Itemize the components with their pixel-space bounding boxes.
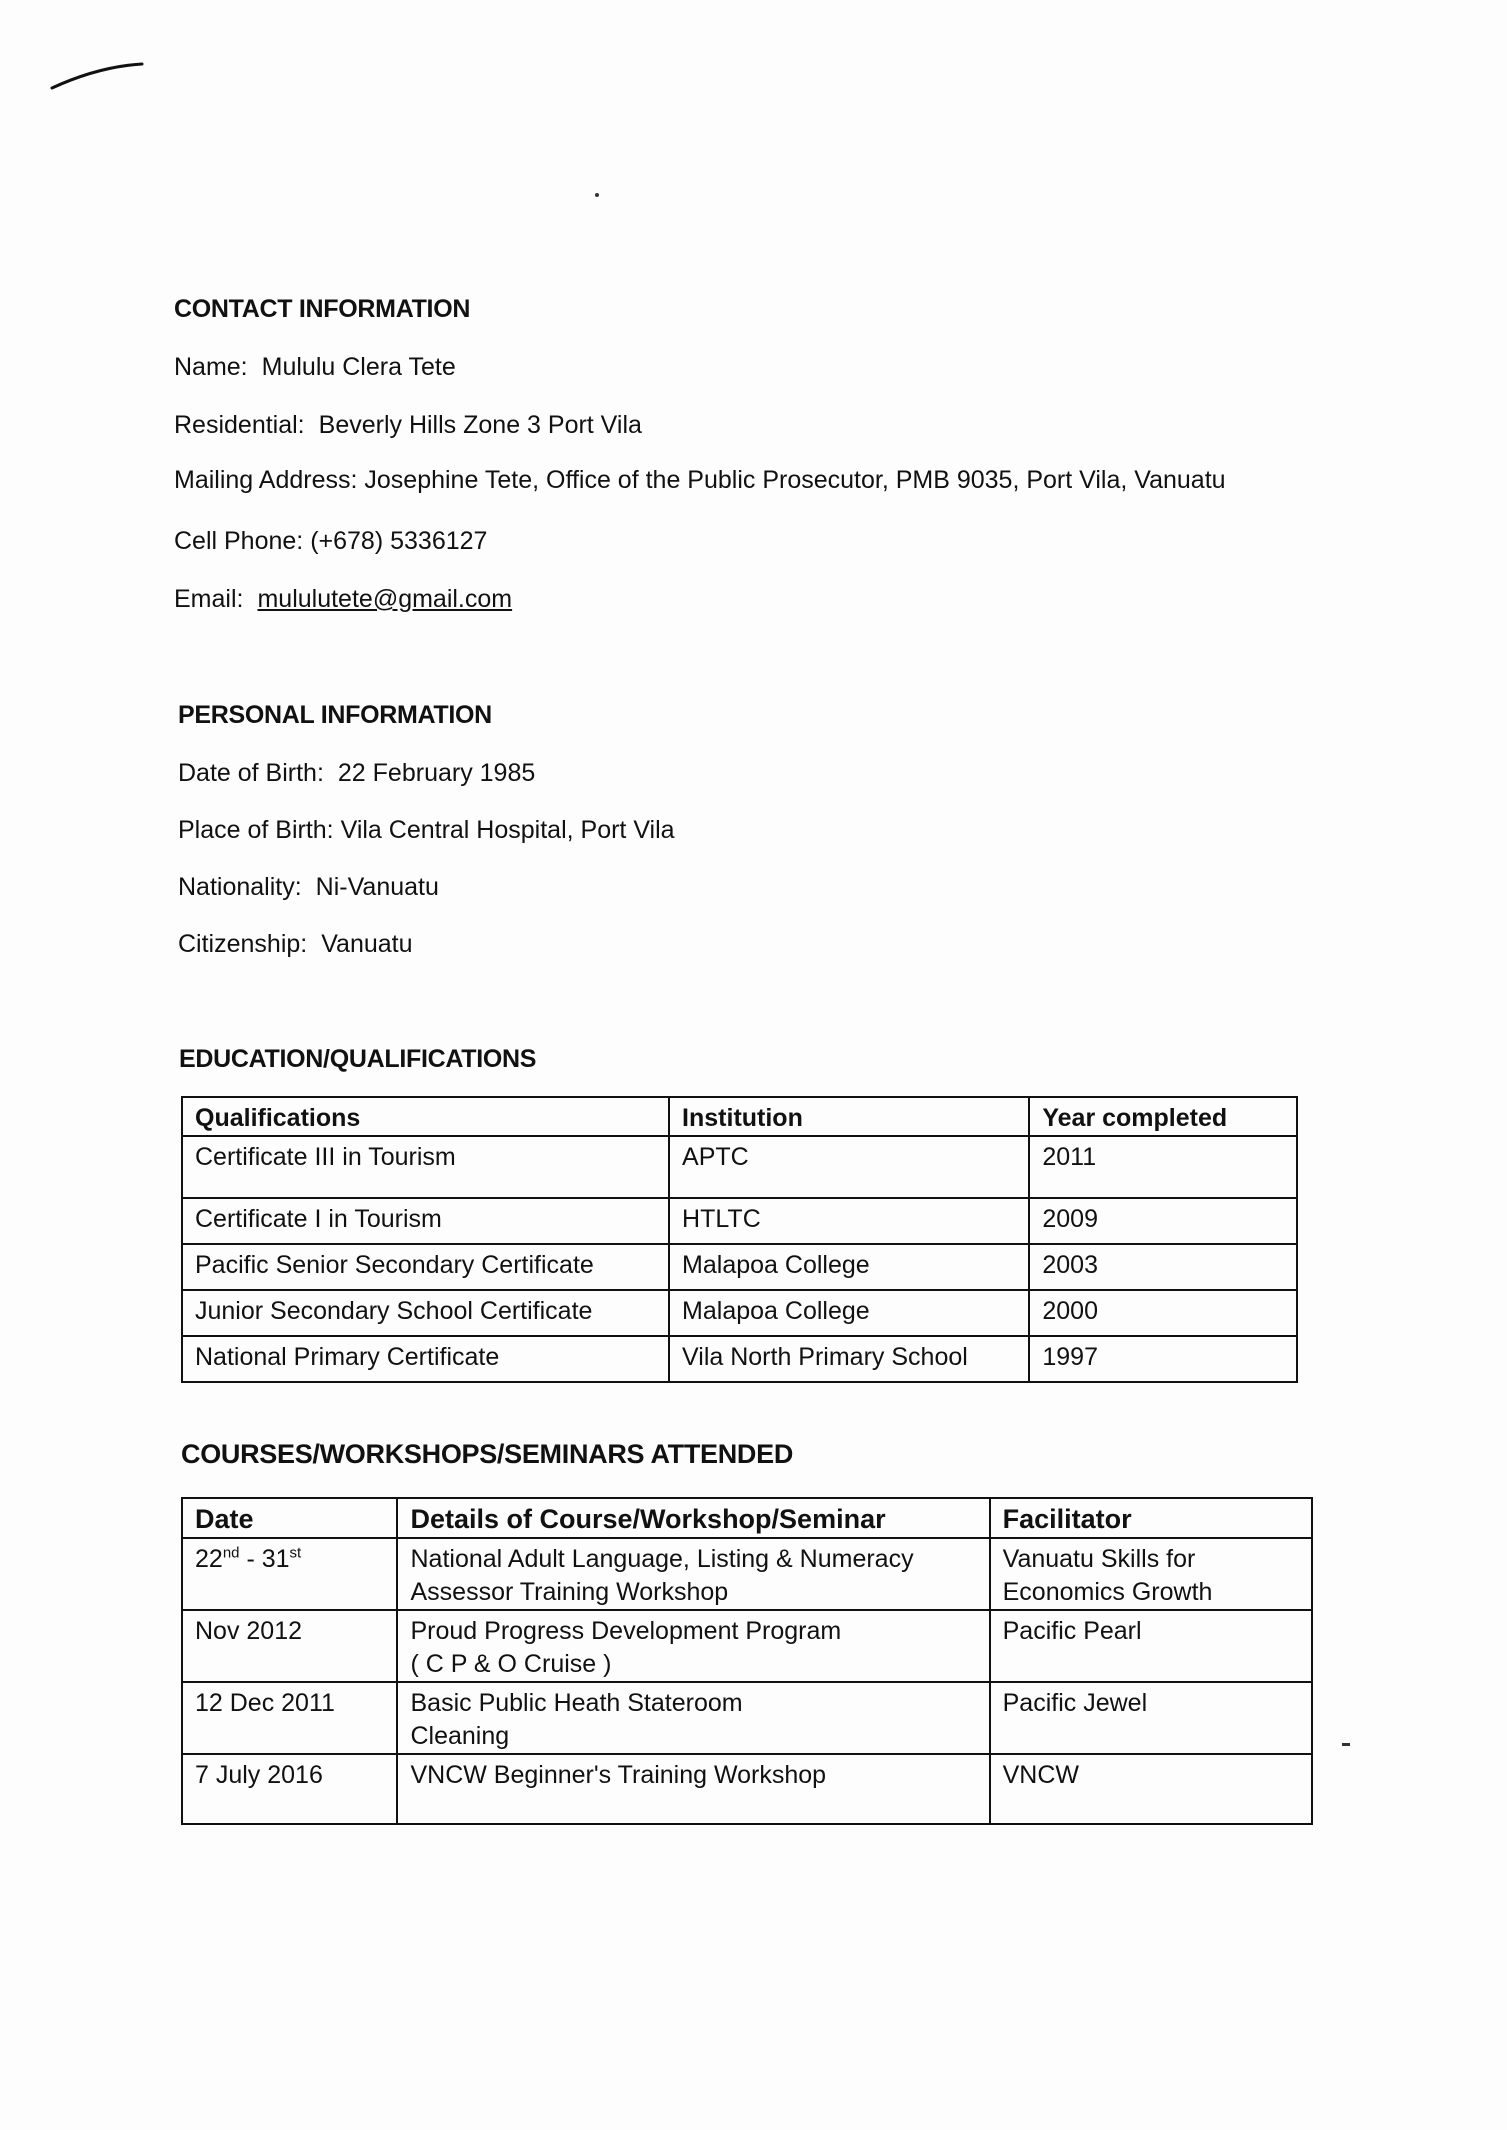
table-row — [182, 1244, 1297, 1290]
column-header: Institution — [669, 1097, 1029, 1136]
details-line: Basic Public Heath Stateroom — [410, 1689, 743, 1717]
dob-label: Date of Birth: — [178, 759, 324, 787]
year-cell: 2009 — [1029, 1198, 1297, 1244]
email-line — [174, 585, 512, 614]
contact-heading: CONTACT INFORMATION — [174, 295, 471, 323]
year-cell: 2011 — [1029, 1136, 1297, 1198]
date-start-suffix: nd — [222, 1544, 240, 1562]
phone-label: Cell Phone: — [174, 527, 304, 555]
details-line: ( C P & O Cruise ) — [410, 1650, 612, 1678]
details-cell — [397, 1538, 989, 1610]
education-heading: EDUCATION/QUALIFICATIONS — [179, 1045, 537, 1073]
qualification-cell: National Primary Certificate — [182, 1336, 669, 1382]
qualification-cell: Certificate I in Tourism — [182, 1198, 669, 1244]
qualification-cell: Certificate III in Tourism — [182, 1136, 669, 1198]
pen-stroke-mark — [48, 56, 148, 96]
scan-speck — [595, 193, 599, 197]
table-row — [182, 1538, 1312, 1610]
date-end-suffix: st — [289, 1544, 302, 1562]
personal-heading: PERSONAL INFORMATION — [178, 701, 492, 729]
column-header: Details of Course/Workshop/Seminar — [397, 1498, 989, 1538]
table-row — [182, 1754, 1312, 1824]
qualification-cell: Pacific Senior Secondary Certificate — [182, 1244, 669, 1290]
column-header: Date — [182, 1498, 397, 1538]
qualification-cell: Junior Secondary School Certificate — [182, 1290, 669, 1336]
nationality-line — [178, 873, 439, 902]
residential-line — [174, 411, 642, 440]
column-header: Qualifications — [182, 1097, 669, 1136]
year-cell: 2000 — [1029, 1290, 1297, 1336]
courses-heading: COURSES/WORKSHOPS/SEMINARS ATTENDED — [181, 1439, 794, 1469]
dob-line — [178, 759, 535, 788]
residential-label: Residential: — [174, 411, 305, 439]
name-value: Mululu Clera Tete — [261, 353, 456, 381]
table-header-row — [182, 1498, 1312, 1538]
email-label: Email: — [174, 585, 244, 613]
date-end: 31 — [261, 1545, 290, 1573]
institution-cell: APTC — [669, 1136, 1029, 1198]
facilitator-line: Economics Growth — [1002, 1578, 1213, 1606]
facilitator-cell: Pacific Pearl — [990, 1610, 1312, 1682]
pob-value: Vila Central Hospital, Port Vila — [340, 816, 675, 844]
date-cell: 7 July 2016 — [182, 1754, 397, 1824]
facilitator-cell — [990, 1538, 1312, 1610]
institution-cell: Vila North Primary School — [669, 1336, 1029, 1382]
institution-cell: HTLTC — [669, 1198, 1029, 1244]
facilitator-cell: Pacific Jewel — [990, 1682, 1312, 1754]
nationality-label: Nationality: — [178, 873, 302, 901]
phone-value: (+678) 5336127 — [310, 527, 488, 555]
date-cell — [182, 1538, 397, 1610]
details-line: National Adult Language, Listing & Numeracy — [410, 1545, 914, 1573]
details-line: Cleaning — [410, 1722, 510, 1750]
citizenship-label: Citizenship: — [178, 930, 308, 958]
mailing-value: Josephine Tete, Office of the Public Prosecutor, PMB 9035, Port Vila, Vanuatu — [364, 466, 1226, 494]
table-header-row — [182, 1097, 1297, 1136]
table-row — [182, 1610, 1312, 1682]
citizenship-value: Vanuatu — [321, 930, 413, 958]
date-start: 22 — [195, 1545, 223, 1573]
column-header: Year completed — [1029, 1097, 1297, 1136]
pob-label: Place of Birth: — [178, 816, 334, 844]
nationality-value: Ni-Vanuatu — [315, 873, 439, 901]
pob-line — [178, 816, 675, 845]
mailing-line — [174, 466, 1226, 495]
phone-line — [174, 527, 487, 556]
education-table — [181, 1096, 1298, 1383]
date-separator: - — [239, 1545, 262, 1573]
date-cell: 12 Dec 2011 — [182, 1682, 397, 1754]
details-cell: VNCW Beginner's Training Workshop — [397, 1754, 989, 1824]
dob-value: 22 February 1985 — [337, 759, 536, 787]
details-line: Proud Progress Development Program — [410, 1617, 842, 1645]
column-header: Facilitator — [990, 1498, 1312, 1538]
details-cell — [397, 1610, 989, 1682]
year-cell: 2003 — [1029, 1244, 1297, 1290]
courses-table — [181, 1497, 1313, 1825]
name-line — [174, 353, 456, 382]
citizenship-line — [178, 930, 413, 959]
name-label: Name: — [174, 353, 248, 381]
institution-cell: Malapoa College — [669, 1290, 1029, 1336]
table-row — [182, 1336, 1297, 1382]
institution-cell: Malapoa College — [669, 1244, 1029, 1290]
residential-value: Beverly Hills Zone 3 Port Vila — [318, 411, 642, 439]
table-row — [182, 1682, 1312, 1754]
facilitator-cell: VNCW — [990, 1754, 1312, 1824]
year-cell: 1997 — [1029, 1336, 1297, 1382]
date-cell: Nov 2012 — [182, 1610, 397, 1682]
mailing-label: Mailing Address: — [174, 466, 358, 494]
table-row — [182, 1290, 1297, 1336]
details-cell — [397, 1682, 989, 1754]
table-row — [182, 1136, 1297, 1198]
scan-speck — [1342, 1743, 1350, 1746]
table-row — [182, 1198, 1297, 1244]
facilitator-line: Vanuatu Skills for — [1002, 1545, 1196, 1573]
details-line: Assessor Training Workshop — [410, 1578, 729, 1606]
email-link[interactable]: mululutete@gmail.com — [257, 585, 513, 613]
